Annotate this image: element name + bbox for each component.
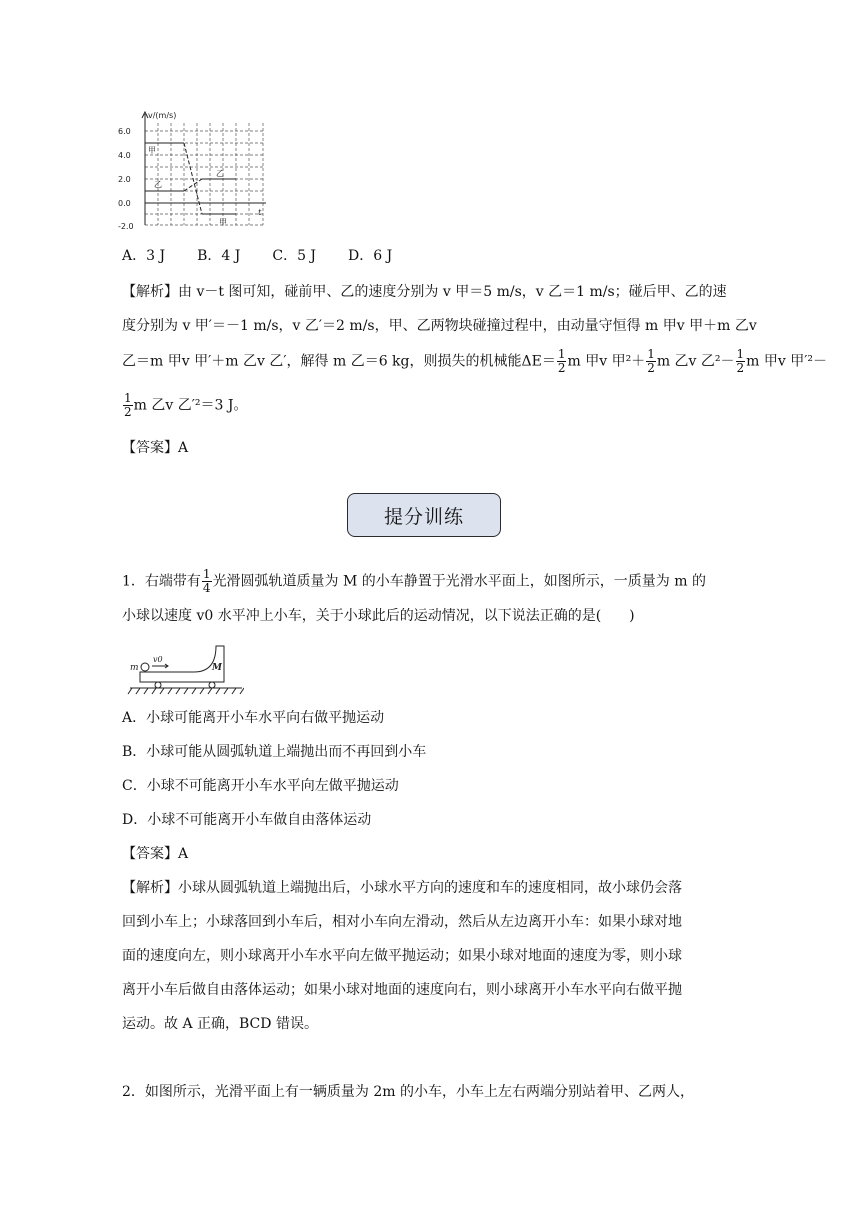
fraction: $\frac{1}{2}$	[736, 347, 745, 375]
analysis-text: 由 v－t 图可知，碰前甲、乙的速度分别为 v 甲＝5 m/s，v 乙＝1 m/s；碰后甲、乙的速	[178, 284, 727, 300]
graph-y-label: v/(m/s)	[148, 111, 177, 120]
analysis-text: m 乙v 乙′²＝3 J。	[133, 397, 248, 414]
option-a: A．3 J	[122, 248, 166, 264]
graph-label-yi-after: 乙	[216, 169, 224, 178]
graph-tick: 0.0	[118, 199, 131, 208]
graph-label-yi: 乙	[154, 180, 162, 189]
section-title-banner: 提分训练	[347, 493, 501, 537]
graph-x-label: t	[258, 208, 262, 217]
analysis-text: m 乙v 乙²－	[656, 353, 735, 370]
cart-figure	[124, 640, 244, 696]
q1-option-a: A．小球可能离开小车水平向右做平抛运动	[122, 710, 385, 726]
graph-axes	[142, 112, 266, 225]
fraction-quarter: $\frac{1}{4}$	[202, 567, 211, 595]
q1-analysis-line-3: 面的速度向左，则小球离开小车水平向左做平抛运动；如果小球对地面的速度为零，则小球	[122, 948, 682, 964]
q1-option-d: D．小球不可能离开小车做自由落体运动	[122, 812, 372, 828]
fraction: $\frac{1}{2}$	[557, 347, 566, 375]
analysis-tag: 【解析】	[122, 284, 178, 300]
option-d: D．6 J	[348, 248, 393, 264]
graph-tick: 6.0	[118, 127, 131, 136]
q2-stem-line-1: 2．如图所示，光滑平面上有一辆质量为 2m 的小车，小车上左右两端分别站着甲、乙两人，	[122, 1084, 694, 1100]
q1-option-b: B．小球可能从圆弧轨道上端抛出而不再回到小车	[122, 744, 427, 760]
graph-tick: -2.0	[118, 222, 134, 231]
q1-option-c: C．小球不可能离开小车水平向左做平抛运动	[122, 778, 399, 794]
q1-analysis-line-1: 【解析】小球从圆弧轨道上端抛出后，小球水平方向的速度和车的速度相同，故小球仍会落	[122, 880, 682, 896]
analysis-text: 乙＝m 甲v 甲′＋m 乙v 乙′，解得 m 乙＝6 kg，则损失的机械能ΔE＝	[122, 353, 556, 370]
option-b: B．4 J	[197, 248, 241, 264]
analysis-line-1	[122, 282, 727, 302]
ball	[141, 663, 149, 671]
q1-answer: 【答案】A	[122, 846, 189, 862]
graph-grid	[145, 123, 263, 225]
graph-tick: 4.0	[118, 151, 131, 160]
graph-label-jia: 甲	[148, 146, 156, 155]
fraction: $\frac{1}{2}$	[647, 347, 655, 375]
fig-label-M: M	[212, 663, 222, 673]
analysis-text: m 甲v 甲′²－	[746, 353, 828, 370]
q1-stem-text: 1．右端带有	[122, 573, 201, 590]
q1-analysis-line-5: 运动。故 A 正确，BCD 错误。	[122, 1016, 318, 1032]
q1-analysis-line-2: 回到小车上；小球落回到小车后，相对小车向左滑动，然后从左边离开小车：如果小球对地	[122, 914, 682, 930]
option-c: C．5 J	[272, 248, 317, 264]
prev-answer: 【答案】A	[122, 440, 189, 456]
prev-options	[122, 246, 392, 266]
q1-stem-line-2: 小球以速度 v0 水平冲上小车，关于小球此后的运动情况，以下说法正确的是( )	[122, 608, 635, 624]
fig-label-m: m	[130, 663, 139, 673]
analysis-text: m 甲v 甲²＋	[567, 353, 646, 370]
graph-label-jia-after: 甲	[219, 218, 227, 227]
fig-label-v0: v0	[153, 655, 163, 664]
velocity-time-graph	[118, 108, 268, 232]
fraction: $\frac{1}{2}$	[124, 391, 132, 419]
analysis-line-3	[122, 348, 827, 375]
q1-analysis-line-4: 离开小车后做自由落体运动；如果小球对地面的速度向右，则小球离开小车水平向右做平抛	[122, 982, 682, 998]
q1-stem-line-1	[122, 568, 706, 595]
graph-tick: 2.0	[118, 175, 131, 184]
q1-stem-text: 光滑圆弧轨道质量为 M 的小车静置于光滑水平面上，如图所示，一质量为 m 的	[212, 573, 706, 590]
analysis-line-4	[122, 392, 248, 419]
analysis-line-2: 度分别为 v 甲′＝－1 m/s，v 乙′＝2 m/s，甲、乙两物块碰撞过程中，由动量守恒得 m 甲v 甲＋m 乙v	[122, 318, 757, 334]
